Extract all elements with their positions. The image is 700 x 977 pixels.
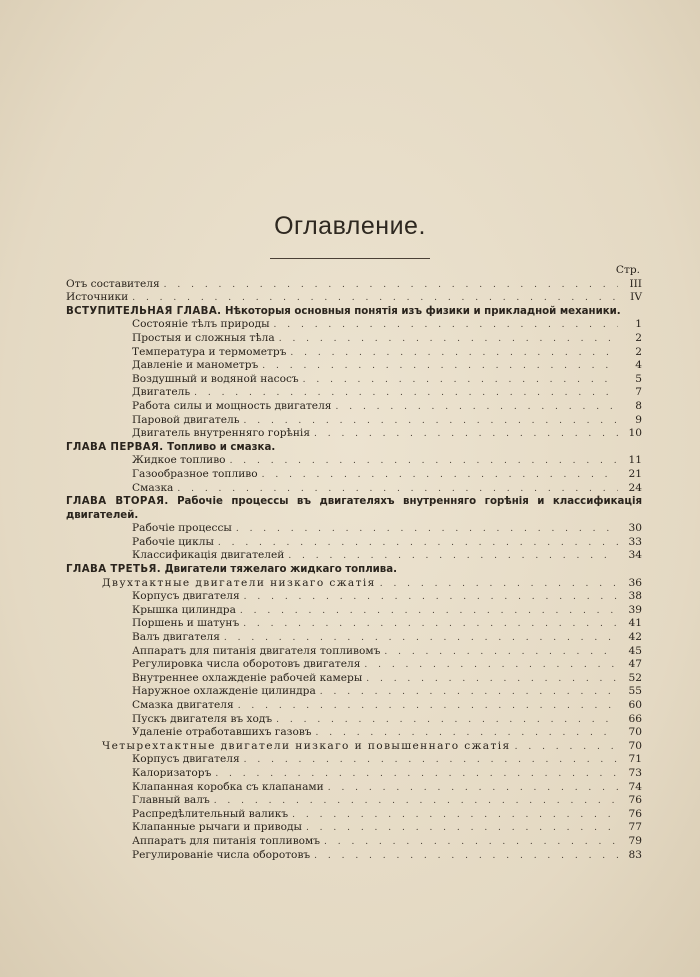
toc-entry-label: Внутреннее охлажденіе рабочей камеры (132, 671, 363, 684)
dot-leader (218, 537, 618, 551)
toc-page-number: 60 (628, 699, 642, 711)
toc-entry-label: Поршень и шатунъ (132, 617, 240, 630)
toc-entry-label: Крышка цилиндра (132, 603, 236, 616)
toc-entry-label: Корпусъ двигателя (132, 590, 240, 603)
toc-entry-label: Температура и термометръ (132, 345, 287, 358)
dot-leader (262, 469, 618, 483)
dot-leader (262, 360, 618, 374)
toc-entry-label: Работа силы и мощность двигателя (132, 399, 332, 412)
toc-page-number: 39 (628, 603, 642, 616)
dot-leader (306, 822, 618, 836)
toc-page-number: 55 (628, 685, 642, 698)
chapter-title: Нѣкоторыя основныя понятія изъ физики и прикладной механики. (224, 305, 621, 317)
dot-leader (230, 455, 618, 469)
toc-row (66, 808, 642, 822)
toc-row (66, 536, 642, 550)
toc-row (66, 685, 642, 699)
dot-leader (240, 605, 618, 619)
toc-row (66, 590, 642, 604)
toc-page-number: 76 (628, 794, 642, 807)
toc-section-row (66, 577, 642, 591)
toc-entry-label: Классификація двигателей (132, 549, 285, 562)
dot-leader (515, 741, 618, 755)
toc-row (66, 753, 642, 767)
toc-row (66, 849, 642, 863)
toc-page-number: 5 (635, 372, 642, 385)
toc-page-number: 76 (628, 807, 642, 820)
dot-leader (215, 768, 618, 782)
toc-page-number: 66 (628, 712, 642, 725)
toc-page-number: 77 (628, 821, 642, 834)
toc-page-number: 24 (628, 481, 642, 494)
toc-page-number: 9 (635, 413, 642, 426)
chapter-heading (66, 441, 642, 455)
toc-row (66, 522, 642, 536)
toc-row (66, 617, 642, 631)
toc-row (66, 549, 642, 563)
toc-row (66, 400, 642, 414)
toc-row (66, 318, 642, 332)
dot-leader (314, 428, 618, 442)
toc-page-number: 11 (628, 454, 642, 467)
toc-page-number: 74 (628, 780, 642, 793)
chapter-number: ГЛАВА ТРЕТЬЯ. (66, 564, 162, 576)
toc-page-number: 38 (628, 590, 642, 603)
toc-page-number: 8 (635, 399, 642, 412)
toc-row (66, 631, 642, 645)
toc-row (66, 482, 642, 496)
chapter-number: ГЛАВА ПЕРВАЯ. (66, 441, 164, 453)
toc-page-number: 70 (628, 726, 642, 739)
dot-leader (243, 618, 618, 632)
page-column-label: Стр. (615, 264, 640, 276)
toc-page-number: 30 (628, 522, 642, 535)
dot-leader (314, 850, 618, 864)
toc-row (66, 291, 642, 305)
toc-row (66, 794, 642, 808)
dot-leader (274, 319, 618, 333)
toc-page-number: IV (630, 291, 642, 304)
toc-row (66, 658, 642, 672)
toc-entry-label: Регулированіе числа оборотовъ (132, 848, 311, 861)
chapter-number: ВСТУПИТЕЛЬНАЯ ГЛАВА. (66, 305, 222, 317)
toc-row (66, 713, 642, 727)
chapter-heading (66, 305, 642, 319)
toc-entry-label: Валъ двигателя (132, 631, 220, 644)
toc-entry-label: Удаленіе отработавшихъ газовъ (132, 726, 312, 739)
toc-page-number: 33 (628, 535, 642, 548)
dot-leader (194, 387, 618, 401)
toc-entry-label: Распредѣлительный валикъ (132, 807, 289, 820)
dot-leader (384, 646, 618, 660)
toc-row (66, 386, 642, 400)
toc-row (66, 699, 642, 713)
dot-leader (292, 809, 618, 823)
chapter-number: ГЛАВА ВТОРАЯ. (66, 496, 169, 508)
toc-page-number: 2 (635, 345, 642, 358)
toc-entry-label: Пускъ двигателя въ ходъ (132, 712, 273, 725)
toc-row (66, 454, 642, 468)
dot-leader (303, 374, 618, 388)
toc-row (66, 414, 642, 428)
dot-leader (132, 292, 618, 306)
dot-leader (244, 591, 618, 605)
dot-leader (320, 686, 618, 700)
dot-leader (244, 754, 618, 768)
toc-row (66, 468, 642, 482)
toc-page-number: 42 (628, 631, 642, 644)
toc-row (66, 781, 642, 795)
dot-leader (214, 795, 618, 809)
dot-leader (288, 550, 618, 564)
toc-row (66, 332, 642, 346)
toc-page-number: 71 (628, 753, 642, 766)
toc-entry-label: Двигатель (132, 386, 191, 399)
toc-page-number: 45 (628, 644, 642, 657)
toc-entry-label: Двухтактные двигатели низкаго сжатія (102, 576, 376, 589)
dot-leader (177, 483, 618, 497)
chapter-title: Рабочіе процессы въ двигателяхъ внутренняго горѣнія и классификація двигателей. (66, 496, 642, 521)
toc-page-number: 52 (628, 671, 642, 684)
chapter-title: Двигатели тяжелаго жидкаго топлива. (164, 564, 398, 576)
dot-leader (290, 347, 618, 361)
toc-entry-label: Корпусъ двигателя (132, 753, 240, 766)
toc-page-number: 47 (628, 658, 642, 671)
dot-leader (279, 333, 618, 347)
dot-leader (336, 401, 619, 415)
dot-leader (316, 727, 618, 741)
toc-entry-label: Источники (66, 291, 129, 304)
toc-page-number: 4 (635, 359, 642, 372)
page-title: Оглавление. (274, 212, 426, 240)
toc-entry-label: Состояніе тѣлъ природы (132, 318, 270, 331)
toc-page-number: 34 (628, 549, 642, 562)
toc-entry-label: Регулировка числа оборотовъ двигателя (132, 658, 361, 671)
toc-row (66, 373, 642, 387)
toc-row (66, 645, 642, 659)
toc-entry-label: Клапанная коробка съ клапанами (132, 780, 324, 793)
toc-page-number: 36 (628, 576, 642, 589)
title-rule (270, 258, 430, 259)
toc-entry-label: Главный валъ (132, 794, 210, 807)
toc-row (66, 427, 642, 441)
toc-row (66, 767, 642, 781)
dot-leader (164, 279, 618, 293)
toc-row (66, 359, 642, 373)
toc-page-number: 10 (628, 427, 642, 440)
dot-leader (238, 700, 618, 714)
toc-row (66, 604, 642, 618)
dot-leader (328, 782, 618, 796)
toc-row (66, 835, 642, 849)
dot-leader (366, 673, 618, 687)
toc-entry-label: Давленіе и манометръ (132, 359, 259, 372)
dot-leader (324, 836, 618, 850)
toc-entry-label: Двигатель внутренняго горѣнія (132, 427, 310, 440)
toc-entry-label: Отъ составителя (66, 277, 160, 290)
toc-row (66, 278, 642, 292)
dot-leader (380, 578, 618, 592)
toc-entry-label: Смазка (132, 481, 174, 494)
toc-entry-label: Клапанные рычаги и приводы (132, 821, 302, 834)
toc-page-number: 21 (628, 467, 642, 480)
dot-leader (224, 632, 618, 646)
toc-entry-label: Калоризаторъ (132, 766, 212, 779)
toc-page-number: 70 (628, 739, 642, 752)
toc-entry-label: Смазка двигателя (132, 699, 234, 711)
toc-page-number: 83 (628, 848, 642, 861)
toc-section-row (66, 740, 642, 754)
toc-page-number: 79 (628, 834, 642, 847)
toc-page-number: 41 (628, 617, 642, 630)
toc-page-number: III (629, 277, 642, 290)
toc-row (66, 346, 642, 360)
toc-entry-label: Рабочіе циклы (132, 535, 214, 548)
chapter-heading (66, 563, 642, 577)
toc-entry-label: Аппаратъ для питанія двигателя топливомъ (132, 644, 381, 657)
toc-entry-label: Жидкое топливо (132, 454, 226, 467)
toc-row (66, 726, 642, 740)
dot-leader (276, 714, 618, 728)
toc-row (66, 672, 642, 686)
toc-entry-label: Наружное охлажденіе цилиндра (132, 685, 316, 698)
toc-entry-label: Рабочіе процессы (132, 522, 232, 535)
chapter-title: Топливо и смазка. (167, 441, 276, 453)
toc-entry-label: Четырехтактные двигатели низкаго и повышеннаго сжатія (102, 739, 511, 752)
toc-entry-label: Паровой двигатель (132, 413, 240, 426)
dot-leader (236, 523, 618, 537)
toc-page-number: 73 (628, 766, 642, 779)
toc-page-number: 1 (635, 318, 642, 331)
toc-page-number: 7 (635, 386, 642, 399)
toc-row (66, 821, 642, 835)
chapter-heading (66, 495, 642, 522)
toc-entry-label: Воздушный и водяной насосъ (132, 372, 299, 385)
toc-entry-label: Простыя и сложныя тѣла (132, 331, 275, 344)
toc-page-number: 2 (635, 331, 642, 344)
table-of-contents (66, 264, 642, 862)
dot-leader (244, 415, 618, 429)
toc-entry-label: Газообразное топливо (132, 467, 258, 480)
toc-entry-label: Аппаратъ для питанія топливомъ (132, 834, 321, 847)
dot-leader (364, 659, 618, 673)
